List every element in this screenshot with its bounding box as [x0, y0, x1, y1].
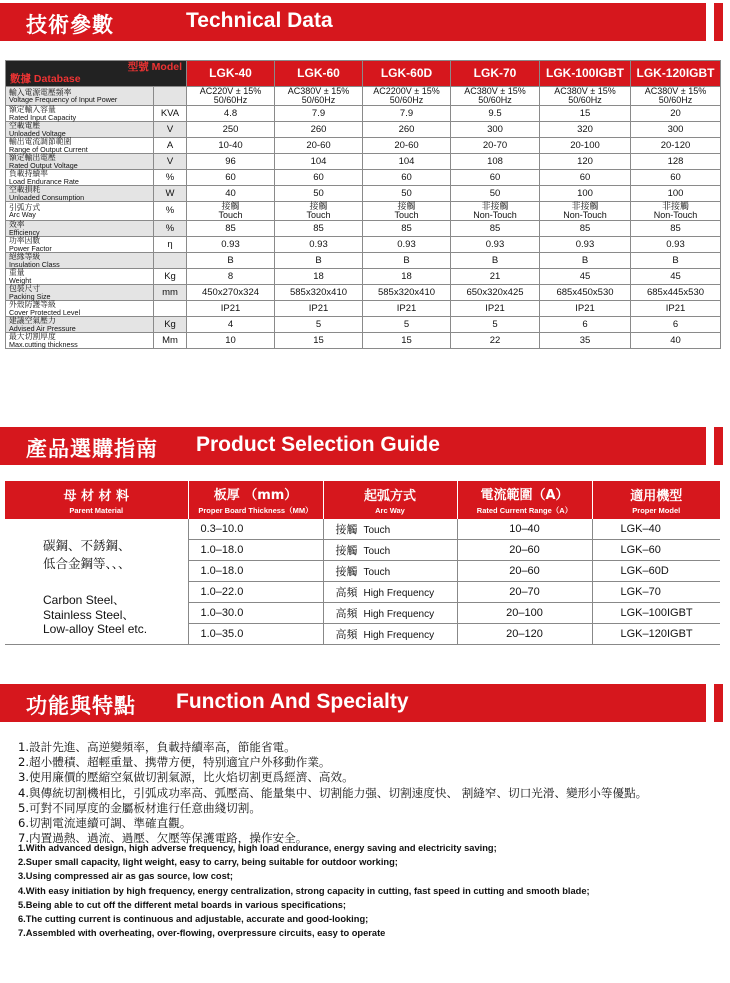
spec-value: 50: [275, 186, 363, 202]
param-label: [6, 333, 154, 349]
banner-accent-bar: [714, 684, 723, 722]
param-label-zh: 空載損耗: [9, 185, 41, 194]
param-unit: A: [154, 138, 187, 154]
spec-value: 260: [275, 122, 363, 138]
spec-row: [6, 237, 721, 253]
spec-value: AC220V ± 15% 50/60Hz: [187, 87, 275, 106]
spec-row: [6, 170, 721, 186]
param-label: [6, 186, 154, 202]
param-label-en: Unloaded Consumption: [9, 192, 85, 202]
spec-value: 85: [631, 221, 721, 237]
param-label-en: Packing Size: [9, 291, 51, 301]
spec-value: 60: [631, 170, 721, 186]
spec-row: [6, 269, 721, 285]
guide-header-material: 母 材 材 料 Parent Material: [5, 481, 188, 519]
param-label-en: Weight: [9, 275, 32, 285]
model-header: LGK-60: [275, 61, 363, 87]
spec-value: 0.93: [540, 237, 631, 253]
feature-item-en: 3.Using compressed air as gas source, low cost;: [18, 871, 233, 882]
spec-value: 250: [187, 122, 275, 138]
spec-value: B: [275, 253, 363, 269]
spec-value: 450x270x324: [187, 285, 275, 301]
table-corner-header: [6, 61, 187, 87]
spec-value: 非接觸 Non-Touch: [540, 202, 631, 221]
param-label: [6, 237, 154, 253]
model-cell: LGK–70: [592, 582, 720, 603]
spec-value: 35: [540, 333, 631, 349]
param-label-en: Arc Way: [9, 210, 36, 220]
param-unit: %: [154, 202, 187, 221]
spec-value: 10-40: [187, 138, 275, 154]
section-title-en: Function And Specialty: [176, 690, 409, 713]
param-label: [6, 170, 154, 186]
spec-value: 接觸 Touch: [363, 202, 451, 221]
feature-item-zh: 7.内置過熱、過流、過壓、欠壓等保護電路，操作安全。: [18, 831, 308, 846]
arc-way-cell: 接觸 Touch: [323, 540, 457, 561]
spec-value: 4: [187, 317, 275, 333]
spec-value: 104: [275, 154, 363, 170]
param-label: [6, 106, 154, 122]
spec-row: [6, 253, 721, 269]
param-label-en: Power Factor: [9, 243, 52, 253]
spec-value: B: [540, 253, 631, 269]
param-label: [6, 87, 154, 106]
spec-value: 4.8: [187, 106, 275, 122]
feature-item-en: 5.Being able to cut off the different metal boards in various specifications;: [18, 899, 347, 910]
section-title-zh: 技術參數: [26, 13, 114, 37]
spec-value: 21: [451, 269, 540, 285]
param-unit: KVA: [154, 106, 187, 122]
spec-value: 85: [363, 221, 451, 237]
thickness-cell: 1.0–22.0: [188, 582, 323, 603]
spec-value: 18: [363, 269, 451, 285]
arc-way-cell: 高頻 High Frequency: [323, 603, 457, 624]
spec-value: 585x320x410: [363, 285, 451, 301]
feature-item-en: 1.With advanced design, high adverse frequency, high load endurance, energy saving and electricity saving;: [18, 843, 497, 853]
param-label-zh: 最大切割厚度: [9, 332, 56, 341]
spec-value: 300: [451, 122, 540, 138]
model-header: LGK-60D: [363, 61, 451, 87]
spec-value: 18: [275, 269, 363, 285]
arc-way-cell: 高頻 High Frequency: [323, 582, 457, 603]
param-unit: V: [154, 154, 187, 170]
spec-value: 60: [540, 170, 631, 186]
section-banner-function: [0, 684, 706, 722]
feature-item-zh: 6.切割電流連續可調、準確直觀。: [18, 816, 192, 831]
spec-value: 0.93: [451, 237, 540, 253]
spec-value: 20-60: [275, 138, 363, 154]
param-label-en: Efficiency: [9, 227, 40, 237]
spec-value: 685x445x530: [631, 285, 721, 301]
spec-value: 585x320x410: [275, 285, 363, 301]
param-label-zh: 包裝尺寸: [9, 284, 41, 293]
param-label-zh: 輸入電源電壓頻率: [9, 87, 72, 97]
param-label-en: Load Endurance Rate: [9, 176, 79, 186]
spec-value: 8: [187, 269, 275, 285]
spec-value: 非接觸 Non-Touch: [451, 202, 540, 221]
thickness-cell: 1.0–35.0: [188, 623, 323, 644]
param-label-zh: 輸出電流調節範圍: [9, 137, 72, 146]
spec-value: AC380V ± 15% 50/60Hz: [631, 87, 721, 106]
current-range-cell: 20–120: [457, 623, 592, 644]
param-unit: W: [154, 186, 187, 202]
spec-value: B: [187, 253, 275, 269]
spec-value: IP21: [451, 301, 540, 317]
spec-value: 0.93: [631, 237, 721, 253]
param-unit: [154, 87, 187, 106]
spec-value: 260: [363, 122, 451, 138]
material-zh: 碳鋼、不銹鋼、 低合金鋼等、、、: [43, 538, 131, 572]
spec-row: [6, 202, 721, 221]
param-label: [6, 122, 154, 138]
current-range-cell: 10–40: [457, 519, 592, 540]
thickness-cell: 1.0–30.0: [188, 603, 323, 624]
spec-value: 50: [451, 186, 540, 202]
model-cell: LGK–60D: [592, 561, 720, 582]
spec-row: [6, 221, 721, 237]
current-range-cell: 20–100: [457, 603, 592, 624]
parent-material-cell: [5, 519, 188, 644]
spec-value: 128: [631, 154, 721, 170]
section-title-en: Technical Data: [186, 9, 333, 32]
arc-way-cell: 接觸 Touch: [323, 519, 457, 540]
param-label: [6, 138, 154, 154]
param-label-zh: 重量: [9, 268, 25, 277]
spec-row: [6, 122, 721, 138]
feature-item-zh: 3.使用廉價的壓縮空氣做切割氣源，比火焰切割更爲經濟、高效。: [18, 770, 354, 785]
spec-value: AC380V ± 15% 50/60Hz: [540, 87, 631, 106]
spec-value: 60: [187, 170, 275, 186]
spec-row: [6, 186, 721, 202]
spec-value: AC2200V ± 15% 50/60Hz: [363, 87, 451, 106]
feature-item-en: 7.Assembled with overheating, over-flowing, overpressure circuits, easy to operate: [18, 928, 386, 939]
param-label: [6, 285, 154, 301]
spec-value: B: [451, 253, 540, 269]
spec-value: 50: [363, 186, 451, 202]
param-label-en: Rated Input Capacity: [9, 112, 77, 122]
spec-row: [6, 106, 721, 122]
spec-row: [6, 285, 721, 301]
section-banner-selection-guide: [0, 427, 706, 465]
section-banner-technical: [0, 3, 706, 41]
spec-value: 300: [631, 122, 721, 138]
spec-value: 20-60: [363, 138, 451, 154]
spec-value: 108: [451, 154, 540, 170]
spec-row: [6, 333, 721, 349]
spec-value: 接觸 Touch: [187, 202, 275, 221]
spec-value: 0.93: [275, 237, 363, 253]
spec-value: 60: [451, 170, 540, 186]
spec-value: 7.9: [275, 106, 363, 122]
spec-value: 6: [540, 317, 631, 333]
spec-row: [6, 301, 721, 317]
current-range-cell: 20–60: [457, 561, 592, 582]
feature-item-en: 2.Super small capacity, light weight, easy to carry, being suitable for outdoor working;: [18, 857, 398, 868]
param-unit: [154, 253, 187, 269]
model-header: LGK-100IGBT: [540, 61, 631, 87]
spec-value: IP21: [275, 301, 363, 317]
spec-value: 45: [631, 269, 721, 285]
spec-value: 0.93: [363, 237, 451, 253]
spec-value: 20-120: [631, 138, 721, 154]
feature-item-zh: 2.超小體積、超輕重量、携帶方便，特别適宜户外移動作業。: [18, 755, 331, 770]
param-label-zh: 建議空氣壓力: [9, 316, 56, 325]
selection-guide-table: [5, 481, 720, 645]
spec-value: 22: [451, 333, 540, 349]
param-label-zh: 負載持續率: [9, 169, 48, 178]
model-cell: LGK–40: [592, 519, 720, 540]
features-list-en: [18, 841, 590, 940]
spec-value: 104: [363, 154, 451, 170]
spec-value: B: [363, 253, 451, 269]
spec-value: 100: [540, 186, 631, 202]
thickness-cell: 0.3–10.0: [188, 519, 323, 540]
feature-item-en: 4.With easy initiation by high frequency, energy centralization, strong capacity in cutting, fast speed in cutting and smooth blade;: [18, 885, 590, 896]
spec-value: 15: [275, 333, 363, 349]
technical-data-table: [5, 60, 721, 349]
banner-accent-bar: [714, 427, 723, 465]
param-label-zh: 引弧方式: [9, 202, 41, 212]
feature-item-zh: 4.與傳統切割機相比，引弧成功率高、弧壓高、能量集中、切割能力强、切割速度快、 割縫窄、切口光滑、變形小等優點。: [18, 785, 648, 800]
param-unit: %: [154, 170, 187, 186]
spec-value: 85: [187, 221, 275, 237]
corner-database-label: 數據 Database: [10, 72, 81, 85]
spec-value: 96: [187, 154, 275, 170]
spec-value: IP21: [631, 301, 721, 317]
spec-value: 6: [631, 317, 721, 333]
guide-header-current-range: 電流範圍（A） Rated Current Range（A）: [457, 481, 592, 519]
spec-value: 85: [540, 221, 631, 237]
thickness-cell: 1.0–18.0: [188, 540, 323, 561]
param-label-en: Range of Output Current: [9, 144, 88, 154]
guide-row: [5, 519, 720, 540]
spec-row: [6, 87, 721, 106]
arc-way-cell: 接觸 Touch: [323, 561, 457, 582]
spec-row: [6, 138, 721, 154]
spec-value: 15: [540, 106, 631, 122]
model-cell: LGK–60: [592, 540, 720, 561]
spec-value: 0.93: [187, 237, 275, 253]
param-unit: η: [154, 237, 187, 253]
param-label-en: Insulation Class: [9, 259, 60, 269]
param-label-zh: 額定輸出電壓: [9, 153, 56, 162]
current-range-cell: 20–60: [457, 540, 592, 561]
param-unit: [154, 301, 187, 317]
section-title-zh: 產品選購指南: [26, 437, 158, 461]
spec-value: 5: [451, 317, 540, 333]
spec-value: 120: [540, 154, 631, 170]
spec-value: 10: [187, 333, 275, 349]
spec-value: 100: [631, 186, 721, 202]
spec-row: [6, 154, 721, 170]
spec-value: 接觸 Touch: [275, 202, 363, 221]
param-label: [6, 221, 154, 237]
spec-value: 非接觸 Non-Touch: [631, 202, 721, 221]
spec-value: 45: [540, 269, 631, 285]
model-header: LGK-70: [451, 61, 540, 87]
param-unit: Kg: [154, 317, 187, 333]
spec-value: IP21: [363, 301, 451, 317]
param-unit: mm: [154, 285, 187, 301]
spec-row: [6, 317, 721, 333]
param-label-zh: 額定輸入容量: [9, 105, 56, 114]
spec-value: 7.9: [363, 106, 451, 122]
param-label-zh: 空載電壓: [9, 121, 41, 130]
spec-value: 85: [451, 221, 540, 237]
param-unit: V: [154, 122, 187, 138]
model-cell: LGK–100IGBT: [592, 603, 720, 624]
corner-model-label: 型號 Model: [127, 61, 182, 73]
param-label: [6, 301, 154, 317]
material-en: Carbon Steel、 Stainless Steel、 Low-alloy Steel etc.: [43, 593, 148, 637]
features-list-zh: [18, 740, 647, 846]
param-label-en: Advised Air Pressure: [9, 323, 76, 333]
model-header: LGK-40: [187, 61, 275, 87]
guide-header-model: 適用機型 Proper Model: [592, 481, 720, 519]
feature-item-en: 6.The cutting current is continuous and adjustable, accurate and good-looking;: [18, 914, 369, 925]
spec-value: 5: [363, 317, 451, 333]
param-unit: Mm: [154, 333, 187, 349]
section-title-en: Product Selection Guide: [196, 433, 440, 456]
param-label: [6, 317, 154, 333]
param-unit: %: [154, 221, 187, 237]
param-label-zh: 外殼防護等級: [9, 300, 56, 309]
param-label-en: Unloaded Voltage: [9, 128, 66, 138]
param-label-zh: 功率因數: [9, 236, 41, 245]
spec-value: B: [631, 253, 721, 269]
param-label: [6, 202, 154, 221]
model-cell: LGK–120IGBT: [592, 623, 720, 644]
spec-value: 40: [631, 333, 721, 349]
spec-value: IP21: [540, 301, 631, 317]
spec-value: 85: [275, 221, 363, 237]
spec-value: 5: [275, 317, 363, 333]
spec-value: 9.5: [451, 106, 540, 122]
param-label-zh: 絕緣等級: [9, 252, 41, 261]
guide-header-arc-way: 起弧方式 Arc Way: [323, 481, 457, 519]
param-label: [6, 154, 154, 170]
param-label-en: Rated Output Voltage: [9, 160, 78, 170]
spec-value: 20: [631, 106, 721, 122]
spec-value: IP21: [187, 301, 275, 317]
spec-value: 20-70: [451, 138, 540, 154]
spec-value: 685x450x530: [540, 285, 631, 301]
spec-value: AC380V ± 15% 50/60Hz: [451, 87, 540, 106]
param-label-en: Max.cutting thickness: [9, 339, 78, 349]
spec-value: 20-100: [540, 138, 631, 154]
spec-value: 60: [363, 170, 451, 186]
param-label-en: Cover Protected Level: [9, 307, 81, 317]
spec-value: AC380V ± 15% 50/60Hz: [275, 87, 363, 106]
current-range-cell: 20–70: [457, 582, 592, 603]
banner-accent-bar: [714, 3, 723, 41]
feature-item-zh: 1.設計先進、高逆變頻率，負載持續率高，節能省電。: [18, 740, 296, 754]
spec-value: 40: [187, 186, 275, 202]
arc-way-cell: 高頻 High Frequency: [323, 623, 457, 644]
section-title-zh: 功能與特點: [26, 694, 136, 718]
spec-value: 650x320x425: [451, 285, 540, 301]
param-label: [6, 269, 154, 285]
thickness-cell: 1.0–18.0: [188, 561, 323, 582]
spec-value: 15: [363, 333, 451, 349]
spec-value: 60: [275, 170, 363, 186]
model-header: LGK-120IGBT: [631, 61, 721, 87]
spec-value: 320: [540, 122, 631, 138]
guide-header-thickness: 板厚 （mm） Proper Board Thickness（MM）: [188, 481, 323, 519]
feature-item-zh: 5.可對不同厚度的金屬板材進行任意曲綫切割。: [18, 800, 261, 815]
param-label: [6, 253, 154, 269]
param-label-zh: 效率: [9, 220, 25, 229]
param-unit: Kg: [154, 269, 187, 285]
param-label-en: Voltage Frequency of Input Power: [9, 95, 118, 105]
